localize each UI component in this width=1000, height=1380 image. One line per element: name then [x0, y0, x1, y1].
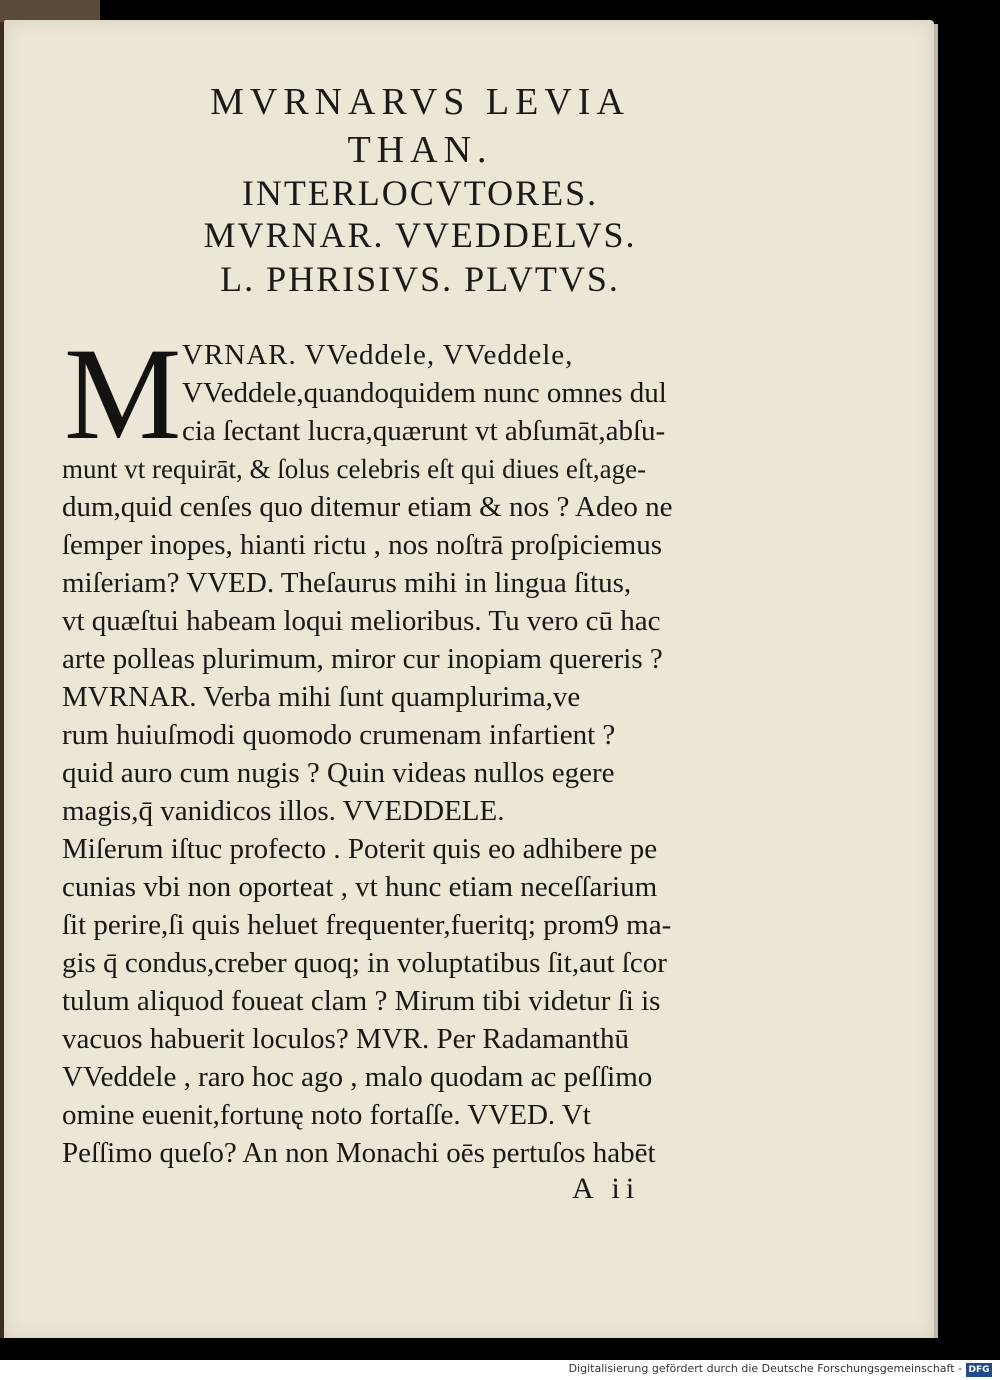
text-line: ſit perire,ſi quis heluet frequenter,fueritq; prom9 ma- — [62, 909, 672, 941]
text-line: cia ſectant lucra,quærunt vt abſumāt,abſu- — [182, 415, 666, 447]
title-line-3: INTERLOCVTORES. — [241, 173, 599, 213]
dfg-logo-icon[interactable]: DFG — [966, 1363, 992, 1377]
text-line: omine euenit,fortunę noto fortaſſe. VVED. Vt — [62, 1099, 591, 1131]
drop-capital: M — [64, 320, 182, 467]
text-line: miſeriam? VVED. Theſaurus mihi in lingua ſitus, — [62, 567, 632, 599]
title-line-5: L. PHRISIVS. PLVTVS. — [220, 259, 620, 299]
footer-credit: Digitalisierung gefördert durch die Deutsche Forschungsgemeinschaft - — [568, 1362, 962, 1375]
text-line: tulum aliquod foueat clam ? Mirum tibi videtur ſi is — [62, 985, 661, 1017]
text-line: munt vt requirāt, & ſolus celebris eſt qui diues eſt,age- — [62, 454, 647, 484]
title-line-4: MVRNAR. VVEDDELVS. — [203, 215, 637, 255]
text-line: rum huiuſmodi quomodo crumenam infartient ? — [62, 719, 616, 751]
title-line-2: THAN. — [347, 129, 493, 171]
page-edge — [934, 24, 938, 1338]
text-line: cunias vbi non oporteat , vt hunc etiam neceſſarium — [62, 871, 658, 903]
signature-mark: A ii — [572, 1172, 641, 1205]
text-line: quid auro cum nugis ? Quin videas nullos egere — [62, 757, 615, 789]
text-line: ſemper inopes, hianti rictu , nos noſtrā proſpiciemus — [62, 529, 663, 561]
text-line: VVeddele,quandoquidem nunc omnes dul — [182, 377, 667, 409]
binding-strip — [0, 0, 100, 22]
title-line-1: MVRNARVS LEVIA — [210, 81, 630, 123]
text-line: VRNAR. VVeddele, VVeddele, — [182, 339, 574, 371]
text-line: dum,quid cenſes quo ditemur etiam & nos ? Adeo ne — [62, 491, 673, 523]
text-line: Peſſimo queſo? An non Monachi oēs pertuſos habēt — [62, 1137, 656, 1169]
text-line: magis,q̄ vanidicos illos. VVEDDELE. — [62, 795, 505, 827]
text-line: VVeddele , raro hoc ago , malo quodam ac peſſimo — [62, 1061, 653, 1093]
footer-bar — [0, 1360, 1000, 1380]
text-line: arte polleas plurimum, miror cur inopiam quereris ? — [62, 643, 663, 675]
text-line: gis q̄ condus,creber quoq; in voluptatibus ſit,aut ſcor — [62, 947, 667, 979]
text-line: Miſerum iſtuc profecto . Poterit quis eo adhibere pe — [62, 833, 658, 865]
text-line: vt quæſtui habeam loqui melioribus. Tu vero cū hac — [62, 605, 661, 637]
text-line: vacuos habuerit loculos? MVR. Per Radamanthū — [62, 1023, 629, 1055]
text-line: MVRNAR. Verba mihi ſunt quamplurima,ve — [62, 681, 581, 713]
